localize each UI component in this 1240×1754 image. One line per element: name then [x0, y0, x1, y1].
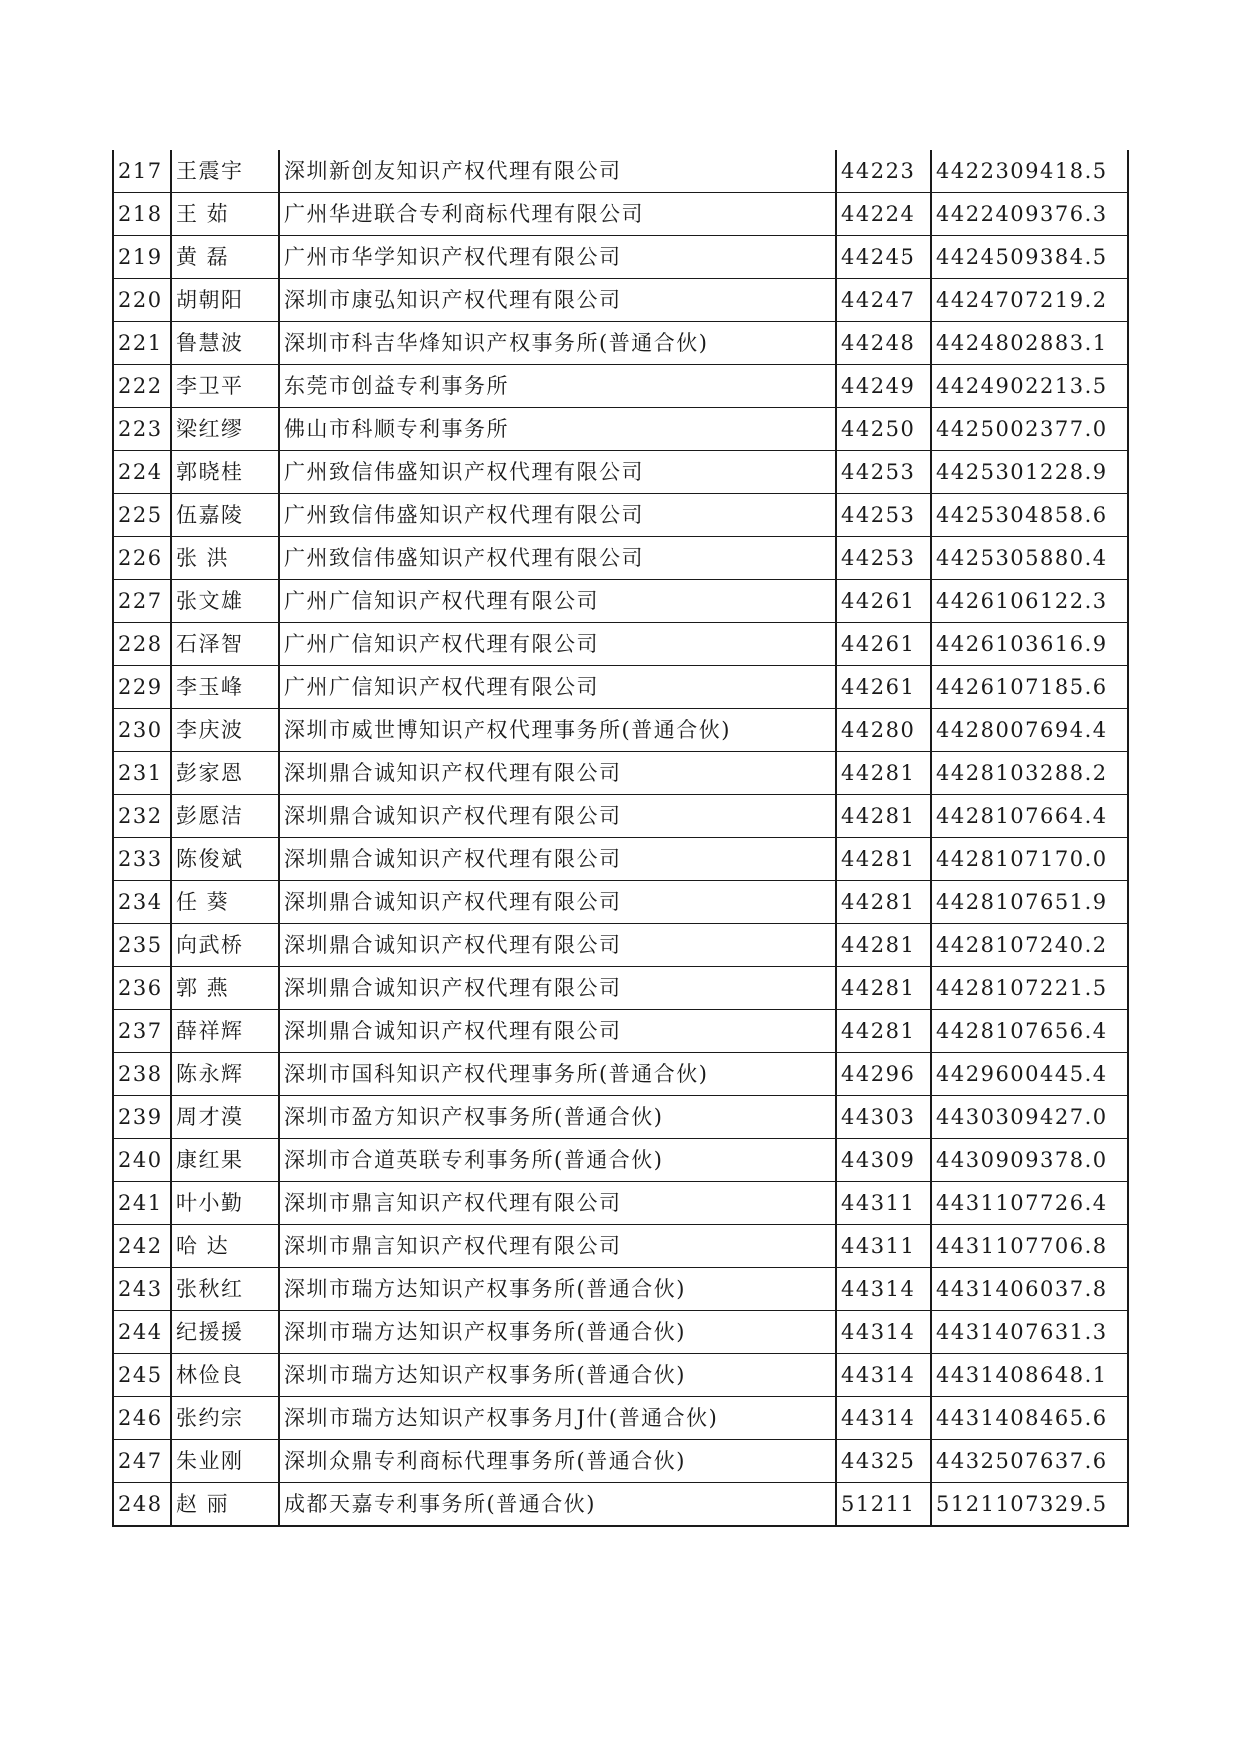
agent-name: 胡朝阳 [171, 279, 279, 322]
table-row [113, 1010, 1128, 1053]
row-number: 222 [113, 365, 171, 408]
table-row [113, 1139, 1128, 1182]
table-row [113, 924, 1128, 967]
row-number: 220 [113, 279, 171, 322]
agent-name: 朱业刚 [171, 1440, 279, 1483]
agency-name: 深圳鼎合诚知识产权代理有限公司 [279, 838, 836, 881]
agency-name: 深圳市鼎言知识产权代理有限公司 [279, 1225, 836, 1268]
agency-name: 广州致信伟盛知识产权代理有限公司 [279, 537, 836, 580]
agent-name: 康红果 [171, 1139, 279, 1182]
certificate-number: 5121107329.5 [931, 1483, 1128, 1527]
agency-code: 44281 [836, 752, 931, 795]
table-row [113, 967, 1128, 1010]
certificate-number: 4422409376.3 [931, 193, 1128, 236]
roster-body [113, 150, 1128, 1526]
row-number: 243 [113, 1268, 171, 1311]
agency-name: 深圳鼎合诚知识产权代理有限公司 [279, 924, 836, 967]
agency-code: 44253 [836, 451, 931, 494]
agency-name: 广州市华学知识产权代理有限公司 [279, 236, 836, 279]
row-number: 235 [113, 924, 171, 967]
agent-name: 郭晓桂 [171, 451, 279, 494]
agent-name: 张约宗 [171, 1397, 279, 1440]
certificate-number: 4431107726.4 [931, 1182, 1128, 1225]
certificate-number: 4424509384.5 [931, 236, 1128, 279]
certificate-number: 4431406037.8 [931, 1268, 1128, 1311]
row-number: 242 [113, 1225, 171, 1268]
row-number: 233 [113, 838, 171, 881]
agency-code: 44281 [836, 967, 931, 1010]
table-row [113, 1440, 1128, 1483]
table-row [113, 1225, 1128, 1268]
agency-code: 44314 [836, 1397, 931, 1440]
agency-name: 深圳市科吉华烽知识产权事务所(普通合伙) [279, 322, 836, 365]
table-row [113, 666, 1128, 709]
agency-name: 深圳市鼎言知识产权代理有限公司 [279, 1182, 836, 1225]
table-row [113, 709, 1128, 752]
agency-code: 44281 [836, 1010, 931, 1053]
certificate-number: 4431407631.3 [931, 1311, 1128, 1354]
agency-code: 44280 [836, 709, 931, 752]
row-number: 228 [113, 623, 171, 666]
agency-code: 44281 [836, 838, 931, 881]
table-row [113, 795, 1128, 838]
agency-name: 广州广信知识产权代理有限公司 [279, 580, 836, 623]
agency-name: 广州华进联合专利商标代理有限公司 [279, 193, 836, 236]
row-number: 221 [113, 322, 171, 365]
agent-name: 纪援援 [171, 1311, 279, 1354]
certificate-number: 4424707219.2 [931, 279, 1128, 322]
agent-name: 向武桥 [171, 924, 279, 967]
agent-name: 薛祥辉 [171, 1010, 279, 1053]
agent-name: 周才漠 [171, 1096, 279, 1139]
agent-name: 王震宇 [171, 150, 279, 193]
row-number: 240 [113, 1139, 171, 1182]
agent-name: 陈俊斌 [171, 838, 279, 881]
row-number: 230 [113, 709, 171, 752]
table-row [113, 1354, 1128, 1397]
row-number: 237 [113, 1010, 171, 1053]
agency-code: 44296 [836, 1053, 931, 1096]
row-number: 223 [113, 408, 171, 451]
table-row [113, 623, 1128, 666]
agency-code: 44309 [836, 1139, 931, 1182]
table-row [113, 752, 1128, 795]
table-row [113, 1397, 1128, 1440]
agency-name: 成都天嘉专利事务所(普通合伙) [279, 1483, 836, 1527]
table-row [113, 150, 1128, 193]
agency-code: 44250 [836, 408, 931, 451]
certificate-number: 4422309418.5 [931, 150, 1128, 193]
certificate-number: 4425301228.9 [931, 451, 1128, 494]
agent-name: 陈永辉 [171, 1053, 279, 1096]
agency-code: 44281 [836, 795, 931, 838]
row-number: 232 [113, 795, 171, 838]
agency-code: 51211 [836, 1483, 931, 1527]
agency-code: 44261 [836, 623, 931, 666]
row-number: 219 [113, 236, 171, 279]
agency-code: 44311 [836, 1225, 931, 1268]
row-number: 229 [113, 666, 171, 709]
agency-code: 44281 [836, 924, 931, 967]
agency-code: 44248 [836, 322, 931, 365]
certificate-number: 4428107170.0 [931, 838, 1128, 881]
agent-roster-table [112, 150, 1129, 1527]
agency-code: 44281 [836, 881, 931, 924]
agency-name: 广州广信知识产权代理有限公司 [279, 666, 836, 709]
agency-code: 44314 [836, 1268, 931, 1311]
agency-name: 深圳市威世博知识产权代理事务所(普通合伙) [279, 709, 836, 752]
agency-name: 深圳市瑞方达知识产权事务所(普通合伙) [279, 1354, 836, 1397]
table-row [113, 881, 1128, 924]
table-row [113, 580, 1128, 623]
agency-name: 深圳众鼎专利商标代理事务所(普通合伙) [279, 1440, 836, 1483]
row-number: 247 [113, 1440, 171, 1483]
row-number: 238 [113, 1053, 171, 1096]
agency-code: 44245 [836, 236, 931, 279]
agency-name: 广州广信知识产权代理有限公司 [279, 623, 836, 666]
agent-name: 石泽智 [171, 623, 279, 666]
agent-name: 林俭良 [171, 1354, 279, 1397]
table-row [113, 537, 1128, 580]
agency-code: 44303 [836, 1096, 931, 1139]
agency-name: 深圳鼎合诚知识产权代理有限公司 [279, 881, 836, 924]
agent-name: 王 茹 [171, 193, 279, 236]
table-row [113, 365, 1128, 408]
agent-name: 梁红缪 [171, 408, 279, 451]
certificate-number: 4425002377.0 [931, 408, 1128, 451]
row-number: 246 [113, 1397, 171, 1440]
row-number: 236 [113, 967, 171, 1010]
agent-name: 叶小勤 [171, 1182, 279, 1225]
row-number: 218 [113, 193, 171, 236]
agent-name: 彭愿洁 [171, 795, 279, 838]
agency-code: 44261 [836, 580, 931, 623]
table-row [113, 1053, 1128, 1096]
certificate-number: 4429600445.4 [931, 1053, 1128, 1096]
table-row [113, 279, 1128, 322]
certificate-number: 4424902213.5 [931, 365, 1128, 408]
certificate-number: 4428107656.4 [931, 1010, 1128, 1053]
row-number: 234 [113, 881, 171, 924]
agent-name: 哈 达 [171, 1225, 279, 1268]
certificate-number: 4426103616.9 [931, 623, 1128, 666]
table-row [113, 451, 1128, 494]
agency-code: 44223 [836, 150, 931, 193]
agency-code: 44247 [836, 279, 931, 322]
agent-name: 赵 丽 [171, 1483, 279, 1527]
table-row [113, 494, 1128, 537]
row-number: 244 [113, 1311, 171, 1354]
certificate-number: 4428103288.2 [931, 752, 1128, 795]
certificate-number: 4428107221.5 [931, 967, 1128, 1010]
row-number: 226 [113, 537, 171, 580]
certificate-number: 4431408648.1 [931, 1354, 1128, 1397]
agent-name: 李庆波 [171, 709, 279, 752]
certificate-number: 4425305880.4 [931, 537, 1128, 580]
certificate-number: 4428107664.4 [931, 795, 1128, 838]
row-number: 227 [113, 580, 171, 623]
agency-code: 44224 [836, 193, 931, 236]
agency-name: 广州致信伟盛知识产权代理有限公司 [279, 494, 836, 537]
agency-name: 深圳市盈方知识产权事务所(普通合伙) [279, 1096, 836, 1139]
row-number: 224 [113, 451, 171, 494]
agent-name: 张文雄 [171, 580, 279, 623]
row-number: 239 [113, 1096, 171, 1139]
table-row [113, 1096, 1128, 1139]
row-number: 217 [113, 150, 171, 193]
agency-name: 深圳鼎合诚知识产权代理有限公司 [279, 1010, 836, 1053]
agent-name: 张秋红 [171, 1268, 279, 1311]
agent-name: 李卫平 [171, 365, 279, 408]
agency-name: 深圳市合道英联专利事务所(普通合伙) [279, 1139, 836, 1182]
certificate-number: 4424802883.1 [931, 322, 1128, 365]
row-number: 248 [113, 1483, 171, 1527]
agent-name: 郭 燕 [171, 967, 279, 1010]
agency-name: 深圳鼎合诚知识产权代理有限公司 [279, 795, 836, 838]
agency-name: 深圳鼎合诚知识产权代理有限公司 [279, 967, 836, 1010]
agency-code: 44314 [836, 1354, 931, 1397]
table-row [113, 408, 1128, 451]
table-row [113, 838, 1128, 881]
agency-code: 44311 [836, 1182, 931, 1225]
agency-name: 深圳市康弘知识产权代理有限公司 [279, 279, 836, 322]
agency-code: 44261 [836, 666, 931, 709]
certificate-number: 4431107706.8 [931, 1225, 1128, 1268]
certificate-number: 4428107651.9 [931, 881, 1128, 924]
agency-name: 深圳市瑞方达知识产权事务所(普通合伙) [279, 1268, 836, 1311]
certificate-number: 4430309427.0 [931, 1096, 1128, 1139]
agent-name: 彭家恩 [171, 752, 279, 795]
agency-name: 深圳市国科知识产权代理事务所(普通合伙) [279, 1053, 836, 1096]
row-number: 245 [113, 1354, 171, 1397]
agent-name: 伍嘉陵 [171, 494, 279, 537]
table-row [113, 1268, 1128, 1311]
agency-code: 44249 [836, 365, 931, 408]
agency-name: 广州致信伟盛知识产权代理有限公司 [279, 451, 836, 494]
table-row [113, 322, 1128, 365]
certificate-number: 4425304858.6 [931, 494, 1128, 537]
table-row [113, 193, 1128, 236]
table-row [113, 236, 1128, 279]
agency-code: 44314 [836, 1311, 931, 1354]
table-row [113, 1483, 1128, 1527]
agency-name: 东莞市创益专利事务所 [279, 365, 836, 408]
row-number: 231 [113, 752, 171, 795]
agency-code: 44253 [836, 494, 931, 537]
agent-name: 张 洪 [171, 537, 279, 580]
certificate-number: 4426106122.3 [931, 580, 1128, 623]
agency-code: 44253 [836, 537, 931, 580]
row-number: 241 [113, 1182, 171, 1225]
table-row [113, 1182, 1128, 1225]
agent-name: 任 葵 [171, 881, 279, 924]
agent-name: 黄 磊 [171, 236, 279, 279]
agency-code: 44325 [836, 1440, 931, 1483]
agent-name: 李玉峰 [171, 666, 279, 709]
row-number: 225 [113, 494, 171, 537]
agency-name: 佛山市科顺专利事务所 [279, 408, 836, 451]
agency-name: 深圳新创友知识产权代理有限公司 [279, 150, 836, 193]
certificate-number: 4428007694.4 [931, 709, 1128, 752]
agent-name: 鲁慧波 [171, 322, 279, 365]
table-row [113, 1311, 1128, 1354]
agency-name: 深圳鼎合诚知识产权代理有限公司 [279, 752, 836, 795]
certificate-number: 4430909378.0 [931, 1139, 1128, 1182]
agency-name: 深圳市瑞方达知识产权事务所(普通合伙) [279, 1311, 836, 1354]
certificate-number: 4431408465.6 [931, 1397, 1128, 1440]
certificate-number: 4428107240.2 [931, 924, 1128, 967]
certificate-number: 4426107185.6 [931, 666, 1128, 709]
certificate-number: 4432507637.6 [931, 1440, 1128, 1483]
agency-name: 深圳市瑞方达知识产权事务月J什(普通合伙) [279, 1397, 836, 1440]
